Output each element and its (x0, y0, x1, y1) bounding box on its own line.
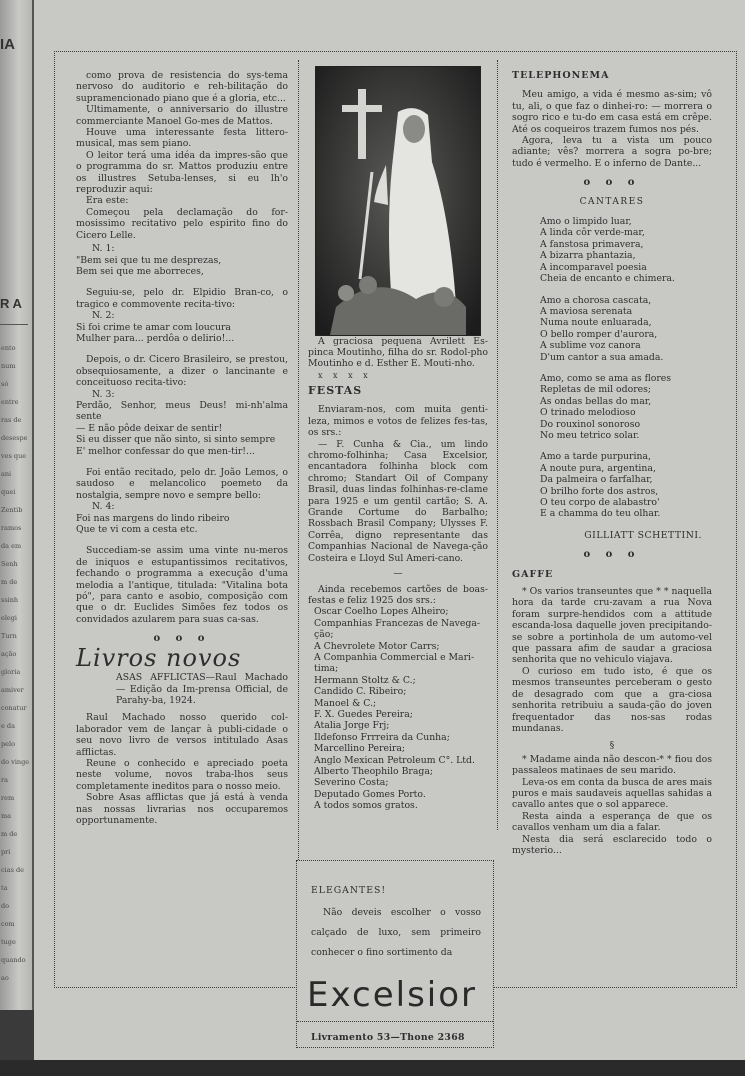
list-item: F. X. Guedes Pereira; (314, 708, 413, 720)
verse-line: Amo a tarde purpurina, (540, 451, 651, 463)
cantares-heading: CANTARES (579, 196, 645, 207)
prev-page-fragment: conatur (1, 704, 27, 712)
ad-headline: ELEGANTES! (311, 885, 387, 896)
prev-page-fragment: entre (1, 398, 19, 406)
verse-line: Perdão, Senhor, meus Deus! mi-nh'alma sente (76, 399, 288, 423)
prev-page-fragment: quei (1, 488, 16, 496)
article-paragraph: Agora, leva tu a vista um pouco adiante; vês? morrera a sogra po-bre; tudo é vermelho. E o inferno de Dante... (512, 135, 712, 169)
prev-page-fragment: Zentib (1, 506, 23, 514)
verse-line: Repletas de mil odores; (540, 384, 652, 396)
verse-line: Numa noute enluarada, (540, 317, 652, 329)
column-divider (497, 60, 498, 830)
recital-verse (76, 322, 288, 345)
verse-line: Si eu disser que não sinto, si sinto sempre (76, 434, 276, 446)
verse-line: D'um cantor a sua amada. (540, 351, 664, 363)
book-reference: ASAS AFFLICTAS—Raul Machado — Edição da Im-prensa Official, de Parahy-ba, 1924. (116, 672, 288, 706)
column-right (512, 70, 712, 856)
prev-page-fragment: ves que (1, 452, 27, 460)
verse-line: A fanstosa primavera, (540, 238, 644, 250)
list-item: Hermann Stoltz & C.; (314, 674, 416, 686)
list-item: Atalia Jorge Frj; (314, 720, 390, 732)
prev-page-fragment: cias de (1, 866, 25, 874)
article-paragraph: O curioso em tudo isto, é que os mesmos transeuntes perceberam o gesto de desagrado com que a gra-ciosa senhorita retribuiu a sauda-ção do joven frequentador das nos-sas rodas mundanas. (512, 665, 712, 734)
article-paragraph: Leva-os em conta da busca de ares mais puros e mais saudaveis aquellas sahidas a cavallo antes que o sol apparece. (512, 776, 712, 811)
poem-stanza (512, 216, 712, 284)
list-item: Ildefonso Frrreira da Cunha; (314, 731, 450, 743)
article-paragraph: Resta ainda a esperança de que os cavallos venham um dia a falar. (512, 810, 712, 834)
photo-caption: A graciosa pequena Avrilett Es-pinca Moutinho, filha do sr. Rodol-pho Moutinho e d. Esther E. Mouti-nho. (308, 336, 488, 370)
column-divider (298, 60, 299, 976)
list-item: Candido C. Ribeiro; (314, 686, 407, 698)
prev-page-fragment: ani (1, 470, 12, 478)
prev-page-fragment: da em (1, 542, 22, 550)
prev-page-fragment: desespe (1, 434, 28, 442)
verse-line: Cheia de encanto e chimera. (540, 273, 675, 285)
list-item: Alberto Theophilo Braga; (314, 766, 434, 778)
verse-line: Amo o limpido luar, (540, 216, 632, 228)
verse-line: Amo, como se ama as flores (540, 372, 672, 384)
section-separator: x x x x (318, 370, 372, 380)
list-item: Companhias Francezas de Navega-ção; (314, 617, 481, 641)
scan-bottom-edge (0, 1060, 745, 1076)
list-item: A todos somos gratos. (314, 800, 418, 812)
section-separator: o o o (153, 633, 211, 645)
section-separator: o o o (583, 177, 641, 189)
prev-page-heading-fragment: IA (0, 36, 15, 53)
prev-page-fragment: quando (1, 956, 26, 964)
ad-body: Não deveis escolher o vosso calçado de luxo, sem primeiro conhecer o fino sortimento da (311, 907, 481, 958)
verse-line: Si foi crime te amar com loucura (76, 321, 231, 333)
prev-page-fragment: Turn (1, 632, 17, 640)
poem-stanza (512, 295, 712, 363)
prev-page-fragment: do vinge (1, 758, 30, 766)
prev-page-fragment: ramos (1, 524, 22, 532)
dash-separator: — (393, 568, 403, 580)
prev-page-fragment: rem (1, 794, 15, 802)
cantares-poem (512, 216, 712, 520)
prev-page-fragment: ma (1, 812, 12, 820)
girl-portrait-image (316, 67, 480, 335)
prev-page-fragment: do (1, 902, 10, 910)
prev-page-heading-fragment: R A (0, 296, 22, 311)
section-separator: o o o (583, 549, 641, 561)
recital-verse (76, 400, 288, 457)
verse-line: — E não pôde deixar de sentir! (76, 422, 223, 434)
prev-page-fragment: ação (1, 650, 17, 658)
prev-page-fragment: ras de (1, 416, 22, 424)
recital-number: N. 3: (92, 388, 115, 400)
festas-heading: FESTAS (308, 384, 363, 398)
verse-line: No meu tetrico solar. (540, 429, 640, 441)
prev-page-fragment: m de (1, 578, 18, 586)
verse-line: Foi nas margens do lindo ribeiro (76, 512, 230, 524)
newspaper-page (34, 0, 745, 1060)
verse-line: Mulher para... perdôa o delirio!... (76, 332, 235, 344)
cards-intro: Ainda recebemos cartões de boas-festas e feliz 1925 dos srs.: (308, 583, 488, 606)
article-paragraph: Sobre Asas afflictas que já está à venda nas nossas livrarias nos occuparemos opportunamente. (76, 792, 288, 826)
article-paragraph: Ultimamente, o anniversario do illustre commerciante Manoel Go-mes de Mattos. (76, 104, 288, 127)
article-paragraph: Nesta dia será esclarecido todo o mysterio... (512, 833, 712, 856)
telephonema-heading: TELEPHONEMA (512, 70, 610, 81)
article-paragraph: Começou pela declamação do for-mosissimo recitativo pelo espirito fino do Cicero Lelle. (76, 206, 288, 241)
gaffe-heading: GAFFE (512, 568, 554, 580)
prev-page-fragment: com (1, 920, 15, 928)
article-paragraph: O leitor terá uma idéa da impres-são que o programma do sr. Mattos produziu entre os illustres Setuba-lenses, si eu lh'o reproduzir aqui: (76, 149, 288, 196)
recital-number: N. 1: (92, 243, 115, 255)
verse-line: A noute pura, argentina, (540, 462, 656, 474)
prev-page-fragment: ta (1, 884, 8, 892)
article-paragraph: Houve uma interessante festa littero-musical, mas sem piano. (76, 127, 288, 150)
list-item: Marcellino Pereira; (314, 743, 406, 755)
verse-line: A linda côr verde-mar, (540, 227, 645, 239)
prev-page-fragment: gloria (1, 668, 21, 676)
article-paragraph: * Madame ainda não descon-* * fiou dos passaleos matinaes de seu marido. (512, 753, 712, 777)
prev-page-fragment: pelo (1, 740, 15, 748)
prev-page-fragment: elegi (1, 614, 18, 622)
list-item: Deputado Gomes Porto. (314, 788, 426, 800)
list-item: Manoel & C.; (314, 697, 377, 709)
list-item: A Companhia Commercial e Mari-tima; (314, 651, 475, 675)
gaffe-text (512, 586, 712, 734)
article-paragraph: * Os varios transeuntes que * * naquella hora da tarde cru-zavam a rua Nova foram surpre-hendidos com a attitude escanda-losa daquelle joven precipitando-se sobre a portinhola de um automo-vel que passara afim de saudar a graciosa senhorita que no vehiculo viajava. (512, 586, 712, 666)
previous-page-edge (0, 0, 34, 1010)
prev-page-fragment: amiver (1, 686, 24, 694)
prev-page-fragment: ssinh (1, 596, 19, 604)
list-item: Severino Costa; (314, 777, 389, 789)
article-paragraph: Era este: (86, 195, 129, 207)
prev-page-fragment: e da (1, 722, 15, 730)
column-middle (308, 66, 488, 812)
poem-signature: GILLIATT SCHETTINI. (584, 529, 702, 541)
ad-address-phone: Livramento 53—Thone 2368 (311, 1032, 465, 1043)
verse-line: E' melhor confessar do que men-tir!... (76, 445, 255, 457)
prev-page-fragment: tuge (1, 938, 16, 946)
prev-page-fragment: m de (1, 830, 18, 838)
verse-line: O teu corpo de alabastro' (540, 497, 660, 508)
article-paragraph: Raul Machado nosso querido col-laborador vem de lançar à publi-cidade o seu novo livro de versos intitulado Asas afflictas. (76, 712, 288, 758)
excelsior-advertisement (296, 860, 494, 1048)
verse-line: Que te vi com a cesta etc. (76, 524, 198, 536)
prev-page-fragment: só (1, 380, 9, 388)
recital-article-opening (76, 70, 288, 241)
list-item: Anglo Mexican Petroleum C°. Ltd. (314, 754, 475, 766)
livros-novos-text (76, 712, 288, 826)
section-mark: § (609, 740, 615, 752)
verse-line: As ondas bellas do mar, (540, 395, 652, 407)
cards-senders-list (308, 606, 488, 811)
verse-line: O brilho forte dos astros, (540, 485, 659, 497)
column-left (76, 70, 288, 826)
verse-line: Bem sei que me aborreces, (76, 265, 204, 277)
gaffe-text-2 (512, 754, 712, 857)
article-paragraph: Seguiu-se, pelo dr. Elpidio Bran-co, o tragico e commovente recita-tivo: (76, 287, 288, 310)
prev-page-fragment: pri (1, 848, 11, 856)
telephonema-text (512, 89, 712, 169)
verse-line: O bello romper d'aurora, (540, 328, 658, 340)
recital-number: N. 4: (92, 501, 115, 513)
prev-page-fragment: Senh (1, 560, 18, 568)
poem-stanza (512, 373, 712, 441)
article-paragraph: como prova de resistencia do sys-tema nervoso do auditorio e reh-bilitação do supramencionado piano que é a gloria, etc... (76, 70, 288, 104)
verse-line: A sublime voz canora (540, 340, 641, 352)
verse-line: Do rouxinol sonoroso (540, 418, 641, 430)
recital-verse (76, 513, 288, 536)
verse-line: Amo a chorosa cascata, (540, 294, 652, 306)
article-paragraph: Meu amigo, a vida é mesmo as-sim; vô tu, ali, o que faz o dinhei-ro: — morrera o sogro rico e tu-do em casa está em crêpe. Até os coqueiros trazem fumos nos pés. (512, 89, 712, 135)
ad-brand-name: Excelsior (307, 975, 478, 1015)
festas-body: — F. Cunha & Cia., um lindo chromo-folhinha; Casa Excelsior, encantadora folhinha block com chromo; Standart Oil of Company Brasil, duas lindas folhinhas-re-clame para 1925 e um gentil cartão; S. A. Grande Cortume do Barbalho; Rossbach Brasil Company; Ulysses F. Corrêa, digno representante das Companhias Nacional de Navega-ção Costeira e Lloyd Sul Ameri-cano. (308, 438, 488, 564)
prev-page-fragment: ao (1, 974, 9, 982)
recital-number: N. 2: (92, 310, 115, 322)
verse-line: A bizarra phantazia, (540, 250, 636, 262)
list-item: Oscar Coelho Lopes Alheiro; (314, 606, 449, 618)
verse-line: Da palmeira o farfalhar, (540, 474, 653, 486)
prev-page-fragment: ra (1, 776, 8, 784)
article-paragraph: Foi então recitado, pelo dr. João Lemos, o saudoso e melancolico poemeto da nostalgia, sempre novo e sempre bello: (76, 467, 288, 501)
livros-novos-heading: Livros novos (76, 643, 242, 672)
verse-line: O trinado melodioso (540, 407, 636, 419)
article-paragraph: Depois, o dr. Cicero Brasileiro, se prestou, obsequiosamente, a dizer o lancinante e conceituoso recita-tivo: (76, 354, 288, 389)
list-item: A Chevrolete Motor Carrs; (314, 640, 440, 652)
prev-page-fragment: ento (1, 344, 16, 352)
article-paragraph: Succediam-se assim uma vinte nu-meros de iniquos e estupantissimos recitativos, fechando o programma a execução d'uma melodia a l'antique, titulada: "Vitalina bota pó", para canto e asobio, composição com que o dr. Euclides Simões fez todos os convidados azularem para suas ca-sas. (76, 545, 288, 625)
verse-line: E a chamma do teu olhar. (540, 508, 661, 520)
prev-page-fragment: num (1, 362, 16, 370)
poem-stanza (512, 451, 712, 519)
portrait-photo (315, 66, 481, 336)
festas-intro: Enviaram-nos, com muita genti-leza, mimos e votos de felizes fes-tas, os srs.: (308, 404, 488, 439)
verse-line: "Bem sei que tu me desprezas, (76, 254, 222, 266)
verse-line: A incomparavel poesia (540, 261, 647, 273)
verse-line: A maviosa serenata (540, 305, 633, 317)
article-paragraph: Reune o conhecido e apreciado poeta neste volume, novos traba-lhos seus completamente ineditos para o nosso meio. (76, 757, 288, 792)
recital-verse (76, 255, 288, 278)
